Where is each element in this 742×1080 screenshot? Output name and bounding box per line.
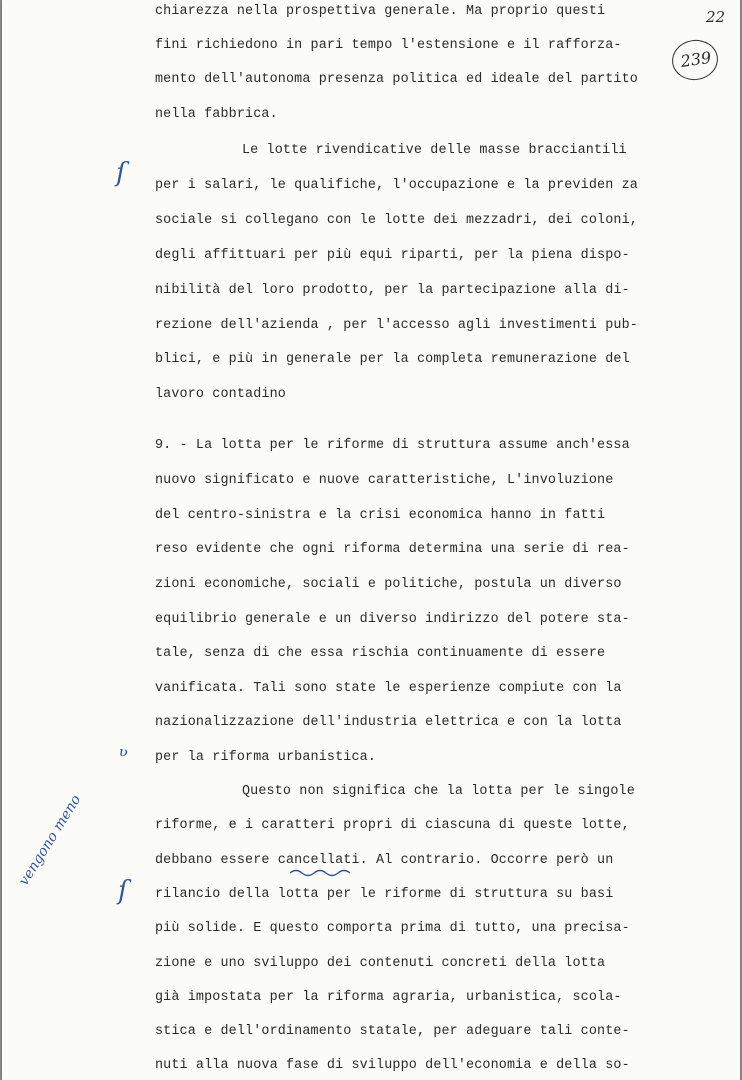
text-line: debbano essere cancellati. Al contrario. Occorre però un (155, 853, 614, 868)
text-line: zioni economiche, sociali e politiche, postula un diverso (155, 577, 622, 592)
text-line: più solide. E questo comporta prima di tutto, una precisa- (155, 921, 630, 936)
archive-stamp (669, 37, 720, 83)
section-heading-line: 9. - La lotta per le riforme di struttura assume anch'essa (155, 438, 630, 453)
text-line: reso evidente che ogni riforma determina una serie di rea- (155, 542, 630, 557)
text-line: fini richiedono in pari tempo l'estensione e il rafforza- (155, 38, 622, 53)
text-line: vanificata. Tali sono state le esperienze compiute con la (155, 681, 622, 696)
text-line: sociale si collegano con le lotte dei mezzadri, dei coloni, (155, 213, 638, 228)
paragraph-start-line: Le lotte rivendicative delle masse bracciantili (242, 143, 627, 158)
margin-mark: ſ (118, 876, 128, 906)
text-line: nella fabbrica. (155, 107, 278, 122)
wavy-underline-mark (2, 0, 740, 1080)
text-line: rilancio della lotta per le riforme di struttura su basi (155, 887, 614, 902)
text-line: degli affittuari per più equi riparti, per la piena dispo- (155, 248, 630, 263)
text-line: riforme, e i caratteri propri di ciascuna di queste lotte, (155, 818, 630, 833)
text-line: lavoro contadino (155, 387, 286, 402)
text-line: nuti alla nuova fase di sviluppo dell'economia e della so- (155, 1058, 630, 1073)
paragraph-start-line: Questo non significa che la lotta per le singole (242, 784, 635, 799)
text-line: nuovo significato e nuove caratteristiche, L'involuzione (155, 473, 614, 488)
text-line: già impostata per la riforma agraria, urbanistica, scola- (155, 990, 622, 1005)
text-line: mento dell'autonoma presenza politica ed ideale del partito (155, 72, 638, 87)
page-number: 22 (706, 8, 726, 26)
margin-mark: ᶹ (118, 742, 130, 770)
text-line: per i salari, le qualifiche, l'occupazione e la previden za (155, 178, 638, 193)
margin-mark: ſ (116, 158, 126, 188)
stamp-number: 239 (679, 47, 713, 71)
text-line: tale, senza di che essa rischia continuamente di essere (155, 646, 606, 661)
document-page (2, 0, 740, 1080)
text-line: nibilità del loro prodotto, per la partecipazione alla di- (155, 283, 630, 298)
text-line: chiarezza nella prospettiva generale. Ma proprio questi (155, 4, 606, 19)
text-line: stica e dell'ordinamento statale, per adeguare tali conte- (155, 1024, 630, 1039)
text-line: rezione dell'azienda , per l'accesso agli investimenti pub- (155, 318, 638, 333)
text-line: nazionalizzazione dell'industria elettrica e con la lotta (155, 715, 622, 730)
text-line: blici, e più in generale per la completa remunerazione del (155, 352, 630, 367)
margin-note-vertical: vengono meno (16, 792, 85, 889)
text-line: zione e uno sviluppo dei contenuti concreti della lotta (155, 956, 606, 971)
text-line: equilibrio generale e un diverso indirizzo del potere sta- (155, 612, 630, 627)
text-line: per la riforma urbanistica. (155, 750, 377, 765)
text-line: del centro-sinistra e la crisi economica hanno in fatti (155, 508, 606, 523)
